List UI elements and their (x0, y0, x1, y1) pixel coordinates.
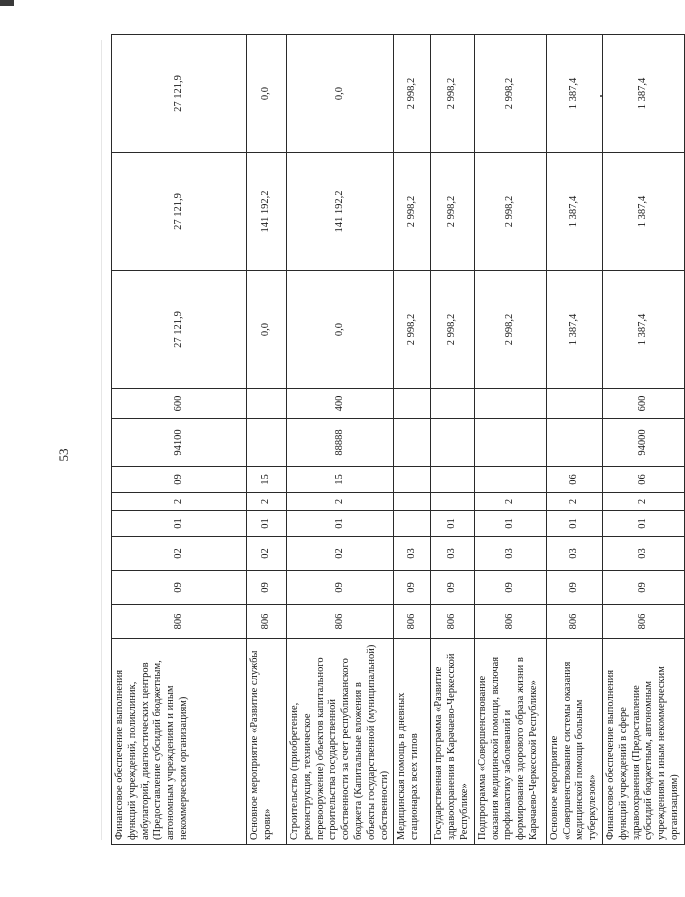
row-c2-cell (394, 493, 431, 511)
row-v2-cell: 1 387,4 (546, 153, 602, 271)
row-v3-cell: 2 998,2 (394, 35, 431, 153)
row-pr-cell: 03 (474, 537, 546, 571)
table-row (602, 35, 684, 845)
row-pr-cell: 02 (287, 537, 394, 571)
row-vr-cell: 400 (287, 389, 394, 419)
row-name-cell: Основное мероприятие «Совершенствование системы оказания медицинской помощи больным туберкулезом» (546, 639, 602, 845)
row-c2-cell: 2 (474, 493, 546, 511)
row-c2-cell: 2 (112, 493, 247, 511)
row-v1-cell: 0,0 (247, 271, 287, 389)
row-v3-cell: 2 998,2 (431, 35, 474, 153)
row-c4-cell (546, 419, 602, 467)
row-c2-cell: 2 (546, 493, 602, 511)
row-v3-cell: 1 387,4 (602, 35, 684, 153)
row-v2-cell: 141 192,2 (247, 153, 287, 271)
row-v2-cell: 141 192,2 (287, 153, 394, 271)
row-v3-cell: 0,0 (247, 35, 287, 153)
row-c1-cell: 01 (287, 511, 394, 537)
row-c3-cell: 06 (602, 467, 684, 493)
row-c4-cell (394, 419, 431, 467)
row-pr-cell: 03 (602, 537, 684, 571)
row-c3-cell (394, 467, 431, 493)
row-pr-cell: 02 (247, 537, 287, 571)
row-v1-cell: 1 387,4 (546, 271, 602, 389)
row-grbs-cell: 806 (602, 605, 684, 639)
row-v1-cell: 2 998,2 (474, 271, 546, 389)
row-grbs-cell: 806 (474, 605, 546, 639)
row-vr-cell (474, 389, 546, 419)
table-row (247, 35, 287, 845)
row-v1-cell: 2 998,2 (394, 271, 431, 389)
row-name-cell: Медицинская помощь в дневных стационарах всех типов (394, 639, 431, 845)
row-c4-cell: 94000 (602, 419, 684, 467)
table-row (112, 35, 247, 845)
row-c3-cell: 15 (247, 467, 287, 493)
row-rz-cell: 09 (431, 571, 474, 605)
row-name-cell: Строительство (приобретение, реконструкция, техническое перевооружение) объектов капитального строительства государственной собственности за счет республиканского бюджета (Капитальные вложения в объекты государственной (муниципальной) собственности) (287, 639, 394, 845)
table-row (394, 35, 431, 845)
row-vr-cell (546, 389, 602, 419)
row-c4-cell (247, 419, 287, 467)
row-c3-cell: 06 (546, 467, 602, 493)
table-row (474, 35, 546, 845)
row-name-cell: Финансовое обеспечение выполнения функций учреждений, поликлиник, амбулаторий, диагностических центров (Предоставление субсидий бюджетным, автономным учреждениям и иным некоммерческим организациям) (112, 639, 247, 845)
row-v2-cell: 2 998,2 (394, 153, 431, 271)
row-rz-cell: 09 (247, 571, 287, 605)
row-c1-cell: 01 (474, 511, 546, 537)
table-row (431, 35, 474, 845)
row-name-cell: Подпрограмма «Совершенствование оказания медицинской помощи, включая профилактику заболеваний и формирование здорового образа жизни в Карачаево-Черкесской Республике» (474, 639, 546, 845)
row-grbs-cell: 806 (247, 605, 287, 639)
row-pr-cell: 02 (112, 537, 247, 571)
row-c2-cell: 2 (247, 493, 287, 511)
row-c1-cell (394, 511, 431, 537)
row-rz-cell: 09 (546, 571, 602, 605)
table-row (546, 35, 602, 845)
row-rz-cell: 09 (474, 571, 546, 605)
row-v3-cell: 1 387,4 (546, 35, 602, 153)
row-grbs-cell: 806 (394, 605, 431, 639)
row-c4-cell (431, 419, 474, 467)
row-grbs-cell: 806 (546, 605, 602, 639)
row-name-cell: Финансовое обеспечение выполнения функций учреждений в сфере здравоохранения (Предоставление субсидий бюджетным, автономным учреждениям и иным некоммерческим организациям) (602, 639, 684, 845)
row-pr-cell: 03 (394, 537, 431, 571)
scan-fold-line (101, 40, 102, 840)
row-pr-cell: 03 (546, 537, 602, 571)
row-c1-cell: 01 (546, 511, 602, 537)
row-name-cell: Основное мероприятие «Развитие службы крови» (247, 639, 287, 845)
row-v1-cell: 27 121,9 (112, 271, 247, 389)
row-v2-cell: 2 998,2 (431, 153, 474, 271)
row-c2-cell: 2 (602, 493, 684, 511)
row-v3-cell: 2 998,2 (474, 35, 546, 153)
row-name-cell: Государственная программа «Развитие здравоохранения в Карачаево-Черкесской Республике» (431, 639, 474, 845)
row-v3-cell: 0,0 (287, 35, 394, 153)
budget-table-rotated (111, 35, 680, 845)
row-c4-cell: 88888 (287, 419, 394, 467)
row-rz-cell: 09 (112, 571, 247, 605)
row-c1-cell: 01 (602, 511, 684, 537)
row-grbs-cell: 806 (112, 605, 247, 639)
row-c2-cell: 2 (287, 493, 394, 511)
row-c1-cell: 01 (112, 511, 247, 537)
row-rz-cell: 09 (602, 571, 684, 605)
row-c3-cell (431, 467, 474, 493)
row-v2-cell: 2 998,2 (474, 153, 546, 271)
row-v1-cell: 0,0 (287, 271, 394, 389)
row-v2-cell: 27 121,9 (112, 153, 247, 271)
row-c1-cell: 01 (431, 511, 474, 537)
row-grbs-cell: 806 (431, 605, 474, 639)
row-vr-cell (394, 389, 431, 419)
budget-table (111, 34, 685, 845)
row-pr-cell: 03 (431, 537, 474, 571)
row-c3-cell: 09 (112, 467, 247, 493)
row-vr-cell (431, 389, 474, 419)
row-c4-cell: 94100 (112, 419, 247, 467)
row-c4-cell (474, 419, 546, 467)
row-c3-cell: 15 (287, 467, 394, 493)
row-vr-cell: 600 (602, 389, 684, 419)
row-vr-cell: 600 (112, 389, 247, 419)
table-row (287, 35, 394, 845)
row-rz-cell: 09 (287, 571, 394, 605)
row-v1-cell: 2 998,2 (431, 271, 474, 389)
row-rz-cell: 09 (394, 571, 431, 605)
row-grbs-cell: 806 (287, 605, 394, 639)
row-v2-cell: 1 387,4 (602, 153, 684, 271)
page-number: 53 (56, 448, 71, 462)
row-c1-cell: 01 (247, 511, 287, 537)
row-vr-cell (247, 389, 287, 419)
row-v3-cell: 27 121,9 (112, 35, 247, 153)
scan-corner-mark (0, 0, 14, 6)
row-c3-cell (474, 467, 546, 493)
row-c2-cell (431, 493, 474, 511)
row-v1-cell: 1 387,4 (602, 271, 684, 389)
